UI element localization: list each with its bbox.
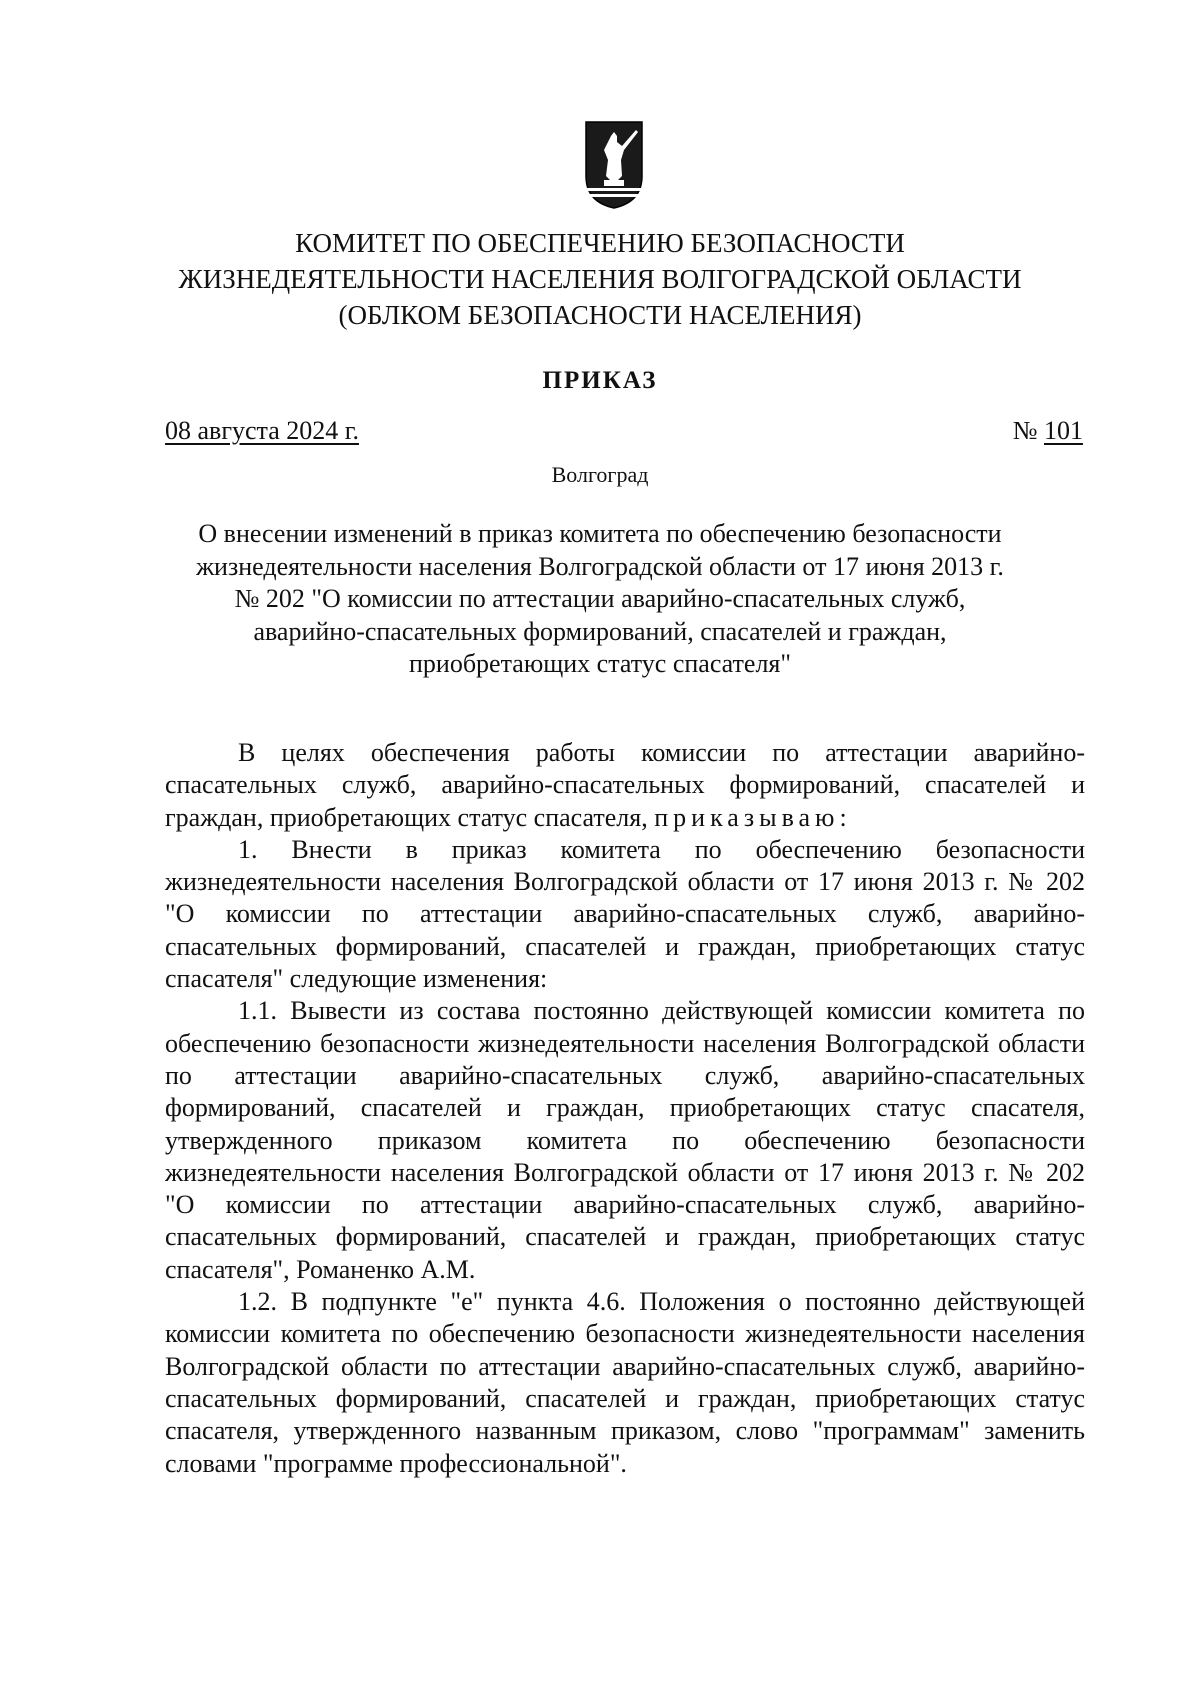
clause-1: 1. Внести в приказ комитета по обеспечению безопасности жизнедеятельности населения Волгоградской области от 17 июня 2013 г. № 202 "О комиссии по аттестации аварийно-спасательных служб, аварийно-спасательных формирований, спасателей и граждан, приобретающих статус спасателя" следующие изменения: [165,834,1085,994]
intro-paragraph [165,737,1085,834]
intro-text: В целях обеспечения работы комиссии по аттестации аварийно-спасательных служб, аварийно-спасательных формирований, спасателей и граждан, приобретающих статус спасателя, [165,738,1085,832]
document-body [165,737,1085,1480]
order-word: приказываю: [654,802,852,832]
document-type: ПРИКАЗ [542,367,658,394]
clause-1-2: 1.2. В подпункте "е" пункта 4.6. Положения о постоянно действующей комиссии комитета по обеспечению безопасности жизнедеятельности населения Волгоградской области по аттестации аварийно-спасательных служб, аварийно-спасательных формирований, спасателей и граждан, приобретающих статус спасателя, утвержденного названным приказом, слово "программам" заменить словами "программе профессиональной". [165,1287,1085,1478]
document-city: Волгоград [551,462,649,487]
number-value: 101 [1044,416,1083,445]
document-subject [150,518,1050,681]
subject-line: приобретающих статус спасателя" [409,649,791,678]
org-line-2: ЖИЗНЕДЕЯТЕЛЬНОСТИ НАСЕЛЕНИЯ ВОЛГОГРАДСКОЙ ОБЛАСТИ [178,264,1022,294]
org-line-1: КОМИТЕТ ПО ОБЕСПЕЧЕНИЮ БЕЗОПАСНОСТИ [295,228,905,258]
organization-name [100,225,1100,333]
clause-1-1: 1.1. Вывести из состава постоянно действующей комиссии комитета по обеспечению безопасности жизнедеятельности населения Волгоградской области по аттестации аварийно-спасательных служб, аварийно-спасательных формирований, спасателей и граждан, приобретающих статус спасателя, утвержденного приказом комитета по обеспечению безопасности жизнедеятельности населения Волгоградской области от 17 июня 2013 г. № 202 "О комиссии по аттестации аварийно-спасательных служб, аварийно-спасательных формирований, спасателей и граждан, приобретающих статус спасателя", Романенко А.М. [165,996,1085,1284]
document-date: 08 августа 2024 г. [165,416,359,445]
subject-line: О внесении изменений в приказ комитета по обеспечению безопасности [198,519,1002,548]
org-line-3: (ОБЛКОМ БЕЗОПАСНОСТИ НАСЕЛЕНИЯ) [338,300,862,330]
subject-line: № 202 "О комиссии по аттестации аварийно-спасательных служб, [234,584,966,613]
subject-line: аварийно-спасательных формирований, спасателей и граждан, [253,616,947,646]
volgograd-coat-of-arms-icon [584,120,644,210]
subject-line: жизнедеятельности населения Волгоградской области от 17 июня 2013 г. [196,551,1004,581]
number-prefix: № [1012,416,1038,445]
document-number [1013,416,1083,446]
